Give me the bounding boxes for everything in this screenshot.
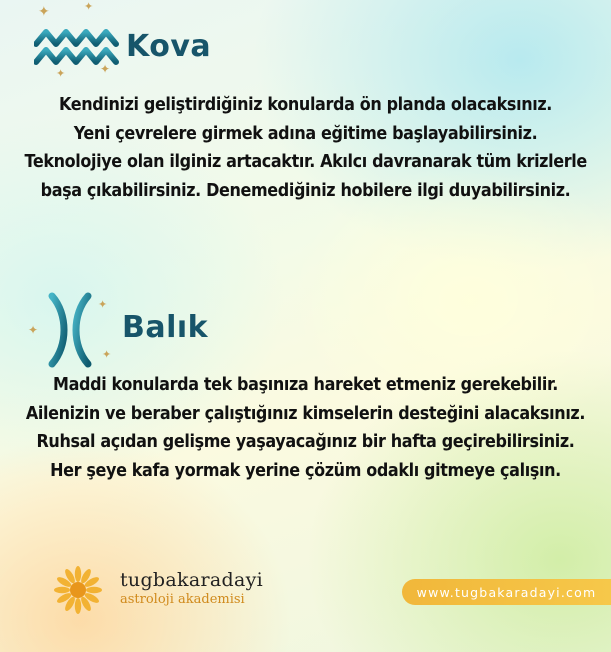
kova-title: Kova [126, 28, 212, 64]
pisces-icon [38, 292, 102, 368]
balik-text [24, 371, 586, 485]
sparkle-icon: ✦ [100, 62, 111, 76]
sparkle-icon: ✦ [28, 323, 39, 337]
balik-line: Ailenizin ve beraber çalıştığınız kimselerin desteğini alacaksınız. [25, 403, 586, 424]
logo-subtitle: astroloji akademisi [120, 592, 245, 607]
balik-header [38, 292, 208, 368]
aquarius-icon [34, 24, 120, 68]
balik-line: Ruhsal açıdan gelişme yaşayacağınız bir hafta geçirebilirsiniz. [36, 432, 575, 452]
sparkle-icon: ✦ [38, 3, 50, 19]
balik-line: Maddi konularda tek başınıza hareket etmeniz gerekebilir. [53, 375, 558, 395]
website-url-banner[interactable] [402, 579, 611, 605]
kova-line: Kendinizi geliştirdiğiniz konularda ön planda olacaksınız. [59, 95, 552, 115]
sparkle-icon: ✦ [84, 1, 94, 13]
logo-name: tugbakaradayi [120, 569, 263, 591]
kova-header [34, 24, 211, 68]
kova-line: Teknolojiye olan ilginiz artacaktır. Akılcı davranarak tüm krizlerle [24, 152, 587, 172]
sparkle-icon: ✦ [98, 299, 108, 311]
logo-text [120, 569, 263, 607]
balik-line: Her şeye kafa yormak yerine çözüm odaklı gitmeye çalışın. [50, 460, 561, 481]
website-url[interactable]: www.tugbakaradayi.com [416, 584, 597, 600]
kova-line: başa çıkabilirsiniz. Denemediğiniz hobilere ilgi duyabilirsiniz. [40, 180, 571, 201]
kova-line: Yeni çevrelere girmek adına eğitime başlayabilirsiniz. [73, 123, 538, 144]
sparkle-icon: ✦ [56, 68, 66, 80]
sun-moon-logo-icon [42, 560, 114, 632]
sparkle-icon: ✦ [102, 349, 112, 361]
balik-title: Balık [122, 309, 209, 345]
kova-text [24, 91, 586, 205]
